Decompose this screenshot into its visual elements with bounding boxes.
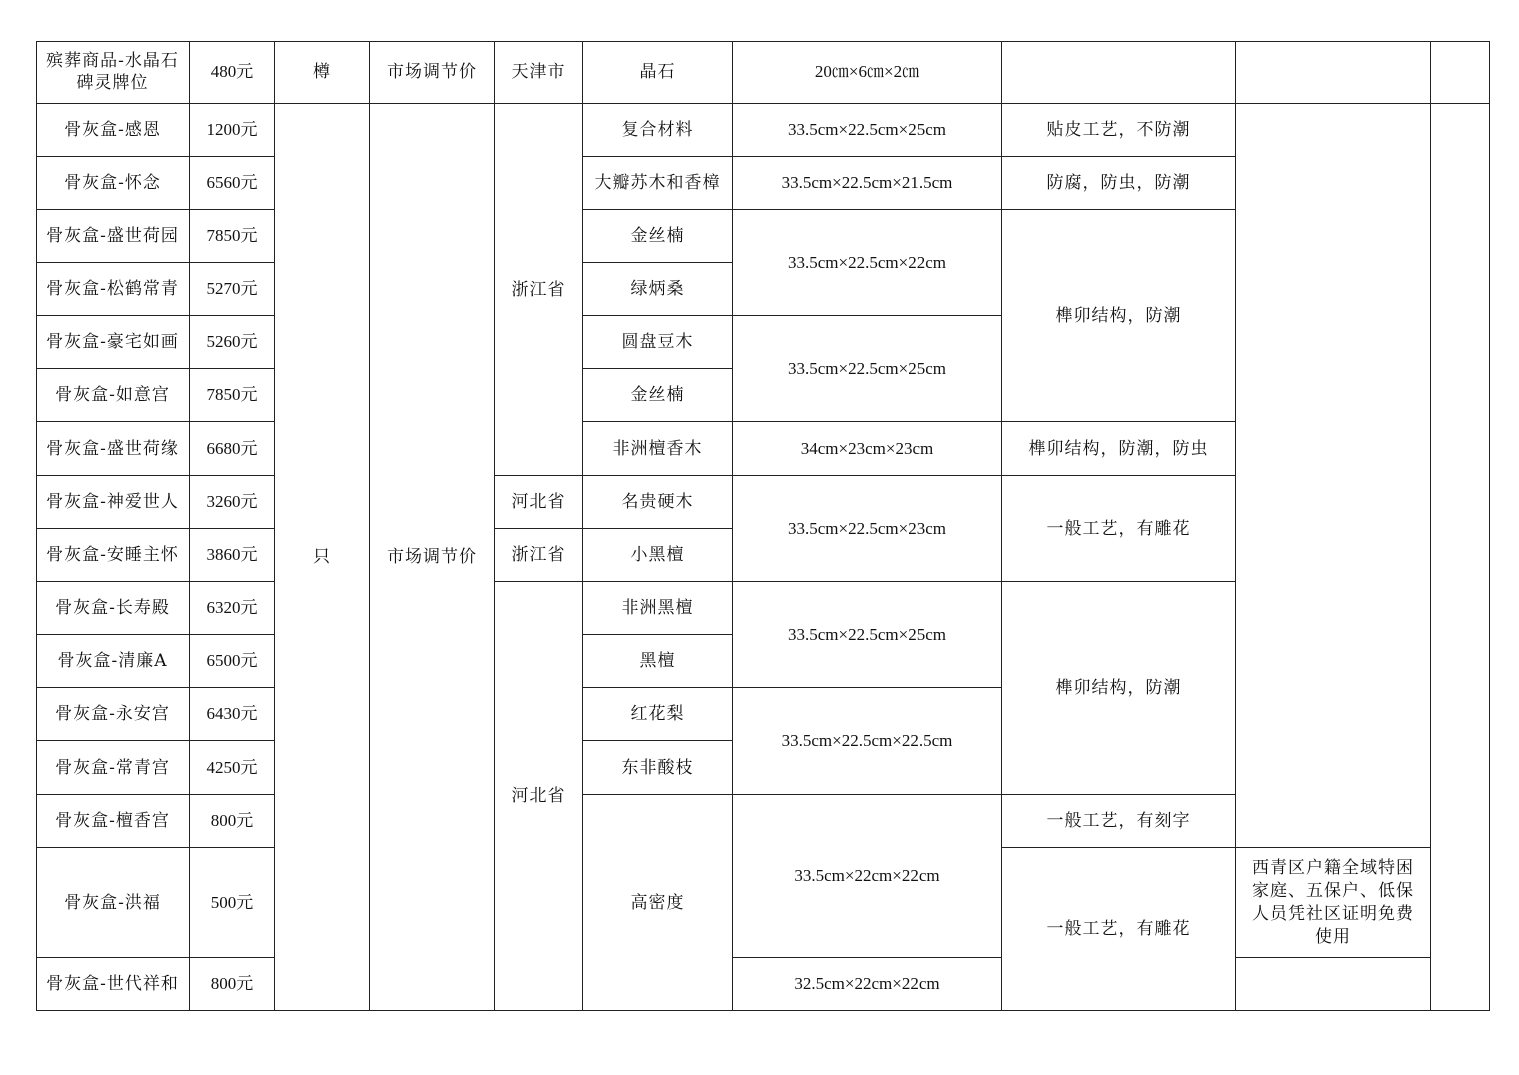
- material: 圆盘豆木: [621, 332, 694, 352]
- material-cell: [583, 157, 733, 210]
- price-cell: [190, 582, 275, 635]
- dimension-cell: [733, 795, 1002, 958]
- item-name: 骨灰盒-常青宫: [55, 757, 170, 778]
- dimension: 34cm×23cm×23cm: [800, 438, 934, 458]
- material: 黑檀: [639, 651, 676, 671]
- note-cell: [1236, 848, 1431, 958]
- item-name: 骨灰盒-长寿殿: [55, 598, 170, 618]
- material: 复合材料: [621, 120, 694, 140]
- price-cell: [190, 263, 275, 316]
- material-cell: [583, 741, 733, 795]
- material: 非洲檀香木: [612, 438, 703, 459]
- dimension: 32.5cm×22cm×22cm: [794, 974, 940, 993]
- material-cell: [583, 369, 733, 422]
- item-name-cell: [36, 157, 190, 210]
- item-name-cell: [36, 369, 190, 422]
- feature: 贴皮工艺，不防潮: [1046, 120, 1191, 140]
- unit: 只: [313, 547, 331, 567]
- material-cell: [583, 41, 733, 104]
- item-name: 骨灰盒-豪宅如画: [46, 332, 179, 352]
- item-name: 骨灰盒-盛世荷缘: [46, 438, 179, 459]
- item-price: 4250元: [206, 757, 258, 777]
- dimension-cell: [733, 422, 1002, 476]
- item-name-cell: [36, 529, 190, 582]
- item-price: 7850元: [206, 226, 258, 245]
- origin-cell: [495, 582, 583, 1011]
- price-cell: [190, 316, 275, 369]
- item-price: 6430元: [206, 704, 258, 723]
- item-price: 1200元: [206, 120, 258, 139]
- dimension-cell: [733, 157, 1002, 210]
- material-cell: [583, 263, 733, 316]
- origin: 浙江省: [511, 279, 566, 300]
- item-name: 骨灰盒-如意宫: [55, 385, 170, 405]
- origin-cell: [495, 104, 583, 476]
- item-name: 骨灰盒-世代祥和: [46, 974, 179, 994]
- feature-cell: [1002, 795, 1236, 848]
- dimension: 20㎝×6㎝×2㎝: [814, 62, 920, 81]
- price-cell: [190, 635, 275, 688]
- origin-cell: [495, 529, 583, 582]
- material: 大瓣苏木和香樟: [594, 173, 721, 193]
- extra-cell: [1431, 41, 1490, 104]
- origin-cell: [495, 41, 583, 104]
- material: 非洲黑檀: [621, 598, 694, 618]
- dimension: 33.5cm×22.5cm×21.5cm: [781, 173, 953, 192]
- item-name-cell: [36, 795, 190, 848]
- origin: 河北省: [511, 786, 566, 806]
- item-name: 骨灰盒-安睡主怀: [46, 545, 179, 565]
- feature-cell: [1002, 104, 1236, 157]
- material: 红花梨: [630, 704, 685, 724]
- item-name-cell: [36, 958, 190, 1011]
- price-cell: [190, 741, 275, 795]
- price-cell: [190, 157, 275, 210]
- item-price: 5270元: [206, 279, 258, 298]
- item-name: 骨灰盒-檀香宫: [55, 811, 170, 831]
- item-price: 800元: [210, 811, 254, 830]
- dimension-cell: [733, 210, 1002, 316]
- feature-cell: [1002, 476, 1236, 582]
- item-name-cell: [36, 263, 190, 316]
- material-cell: [583, 635, 733, 688]
- feature: 榫卯结构，防潮: [1055, 305, 1182, 326]
- price-cell: [190, 210, 275, 263]
- dimension-cell: [733, 316, 1002, 422]
- price-table: [36, 41, 1490, 1011]
- dimension: 33.5cm×22.5cm×23cm: [788, 518, 946, 538]
- material: 东非酸枝: [621, 757, 694, 778]
- item-price: 6680元: [206, 438, 258, 458]
- item-price: 7850元: [206, 385, 258, 404]
- price-cell: [190, 104, 275, 157]
- origin-cell: [495, 476, 583, 529]
- dimension-cell: [733, 104, 1002, 157]
- feature: 一般工艺，有雕花: [1046, 919, 1191, 939]
- unit-cell: [275, 104, 370, 1011]
- note-cell: [1236, 41, 1431, 104]
- material: 绿炳桑: [630, 279, 685, 299]
- item-name: 骨灰盒-清廉A: [57, 651, 168, 671]
- unit-cell: [275, 41, 370, 104]
- material-cell: [583, 104, 733, 157]
- item-name-cell: [36, 476, 190, 529]
- feature: 一般工艺，有刻字: [1046, 811, 1191, 831]
- item-name-cell: [36, 316, 190, 369]
- dimension-cell: [733, 476, 1002, 582]
- feature-cell: [1002, 848, 1236, 1011]
- pricing-method-cell: [370, 104, 495, 1011]
- dimension-cell: [733, 688, 1002, 795]
- item-price: 6500元: [206, 651, 258, 670]
- dimension: 33.5cm×22.5cm×25cm: [788, 624, 946, 644]
- feature: 一般工艺，有雕花: [1046, 518, 1191, 539]
- dimension-cell: [733, 582, 1002, 688]
- material-cell: [583, 210, 733, 263]
- material-cell: [583, 529, 733, 582]
- item-name-cell: [36, 635, 190, 688]
- price-cell: [190, 369, 275, 422]
- item-price: 6320元: [206, 598, 258, 617]
- unit: 樽: [313, 62, 331, 82]
- dimension-cell: [733, 958, 1002, 1011]
- material: 晶石: [639, 62, 676, 82]
- item-name: 骨灰盒-神爱世人: [46, 492, 179, 512]
- material: 名贵硬木: [621, 492, 694, 512]
- pricing-method-cell: [370, 41, 495, 104]
- price-cell: [190, 958, 275, 1011]
- item-name-cell: [36, 741, 190, 795]
- feature: 榫卯结构，防潮，防虫: [1028, 438, 1209, 459]
- item-name: 骨灰盒-盛世荷园: [46, 226, 179, 246]
- material: 金丝楠: [630, 385, 685, 405]
- material-cell: [583, 582, 733, 635]
- item-name: 骨灰盒-洪福: [64, 892, 161, 913]
- origin: 浙江省: [511, 545, 566, 565]
- feature-cell: [1002, 210, 1236, 422]
- item-name-cell: [36, 41, 190, 104]
- note-cell: [1236, 958, 1431, 1011]
- item-name-cell: [36, 104, 190, 157]
- dimension: 33.5cm×22cm×22cm: [794, 866, 940, 885]
- dimension-cell: [733, 41, 1002, 104]
- price-cell: [190, 688, 275, 741]
- material-cell: [583, 476, 733, 529]
- item-price: 3260元: [206, 492, 258, 511]
- dimension: 33.5cm×22.5cm×22cm: [788, 252, 946, 272]
- free-use-note: 西青区户籍全域特困家庭、五保户、低保人员凭社区证明免费使用: [1252, 857, 1414, 947]
- dimension: 33.5cm×22.5cm×22.5cm: [781, 731, 953, 750]
- item-price: 500元: [210, 892, 254, 912]
- price-cell: [190, 476, 275, 529]
- feature: 榫卯结构，防潮: [1055, 678, 1182, 698]
- feature-cell: [1002, 422, 1236, 476]
- item-name: 骨灰盒-怀念: [64, 173, 161, 193]
- price-cell: [190, 41, 275, 104]
- origin: 河北省: [511, 492, 566, 512]
- item-price: 800元: [210, 974, 254, 993]
- item-price: 5260元: [206, 332, 258, 351]
- item-name: 骨灰盒-松鹤常青: [46, 279, 179, 299]
- material-cell: [583, 316, 733, 369]
- item-name-cell: [36, 422, 190, 476]
- feature-cell: [1002, 41, 1236, 104]
- item-price: 6560元: [206, 173, 258, 192]
- item-name: 殡葬商品-水晶石碑灵牌位: [46, 51, 179, 93]
- feature-cell: [1002, 582, 1236, 795]
- item-price: 480元: [210, 62, 254, 81]
- material: 小黑檀: [630, 545, 685, 565]
- material-cell: [583, 422, 733, 476]
- material: 金丝楠: [630, 226, 685, 246]
- item-price: 3860元: [206, 545, 258, 564]
- item-name-cell: [36, 210, 190, 263]
- item-name-cell: [36, 688, 190, 741]
- pricing-method: 市场调节价: [387, 547, 477, 567]
- material-cell: [583, 688, 733, 741]
- note-cell: [1236, 104, 1431, 848]
- feature-cell: [1002, 157, 1236, 210]
- price-cell: [190, 422, 275, 476]
- material-cell: [583, 795, 733, 1011]
- origin: 天津市: [511, 62, 566, 82]
- extra-cell: [1431, 104, 1490, 1011]
- price-cell: [190, 795, 275, 848]
- dimension: 33.5cm×22.5cm×25cm: [788, 120, 946, 139]
- item-name: 骨灰盒-感恩: [64, 120, 161, 140]
- price-cell: [190, 848, 275, 958]
- item-name-cell: [36, 848, 190, 958]
- price-cell: [190, 529, 275, 582]
- pricing-method: 市场调节价: [387, 62, 477, 82]
- feature: 防腐，防虫，防潮: [1046, 173, 1191, 193]
- item-name: 骨灰盒-永安宫: [55, 704, 170, 724]
- dimension: 33.5cm×22.5cm×25cm: [788, 358, 946, 378]
- item-name-cell: [36, 582, 190, 635]
- material: 高密度: [630, 892, 685, 913]
